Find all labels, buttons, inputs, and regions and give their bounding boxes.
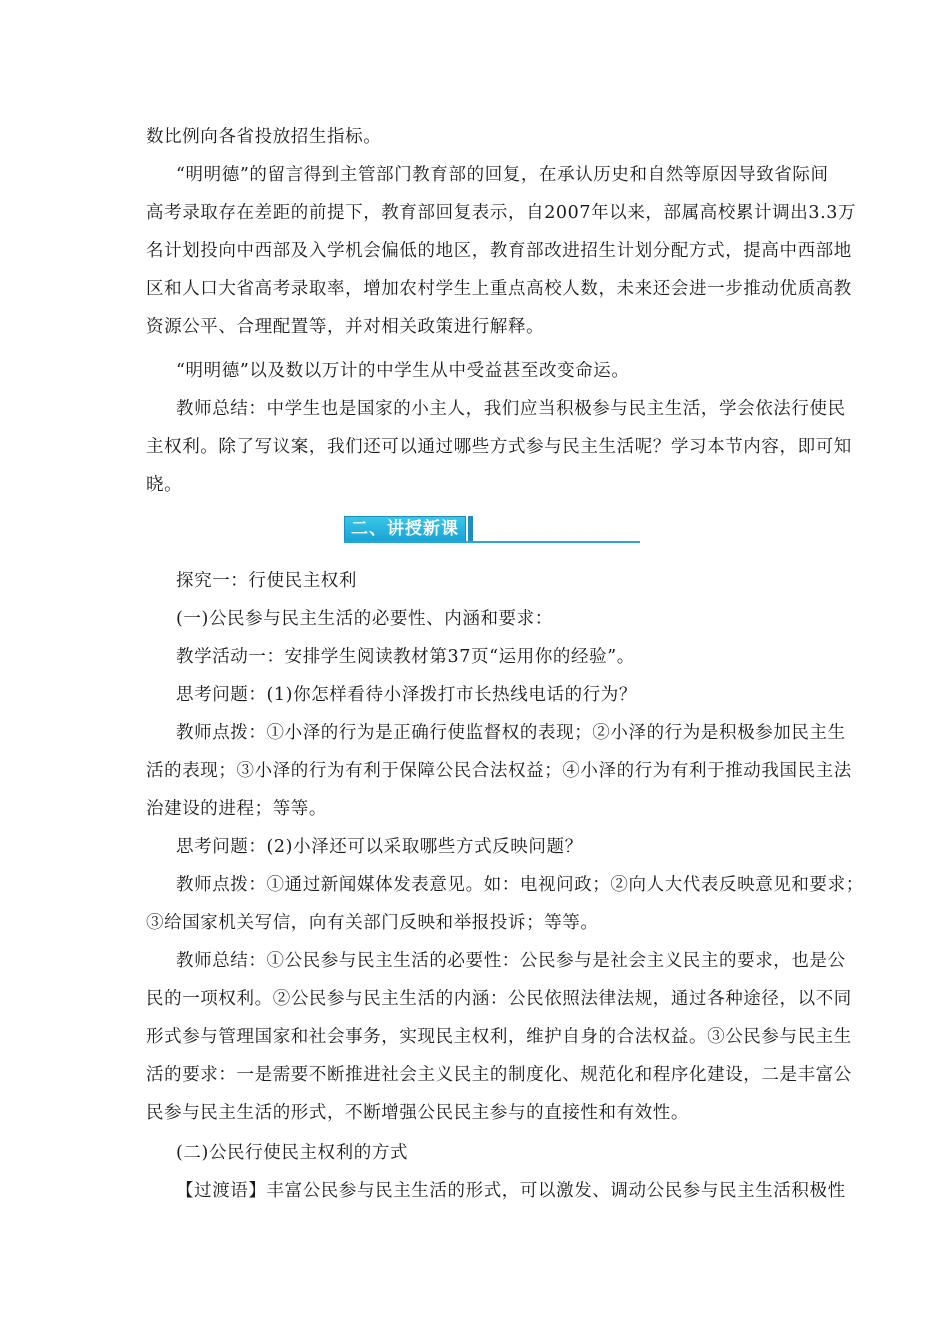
paragraph-line: 主权利。除了写议案，我们还可以通过哪些方式参与民主生活呢？学习本节内容，即可知 (146, 437, 852, 457)
paragraph-line: 思考问题：(1)你怎样看待小泽拨打市长热线电话的行为？ (176, 685, 637, 705)
paragraph-line: 活的要求：一是需要不断推进社会主义民主的制度化、规范化和程序化建设，二是丰富公 (146, 1065, 852, 1085)
banner-accent-bar (468, 516, 473, 542)
paragraph-line: 教师点拨：①通过新闻媒体发表意见。如：电视问政；②向人大代表反映意见和要求； (176, 875, 864, 895)
paragraph-line: 教师总结：中学生也是国家的小主人，我们应当积极参与民主生活，学会依法行使民 (176, 399, 846, 419)
paragraph-line: 名计划投向中西部及入学机会偏低的地区，教育部改进招生计划分配方式，提高中西部地 (146, 241, 852, 261)
paragraph-line: 区和人口大省高考录取率，增加农村学生上重点高校人数，未来还会进一步推动优质高教 (146, 279, 852, 299)
paragraph-line: “明明德”的留言得到主管部门教育部的回复，在承认历史和自然等原因导致省际间 (176, 165, 829, 185)
paragraph-line: 探究一：行使民主权利 (176, 571, 357, 591)
paragraph-line: 思考问题：(2)小泽还可以采取哪些方式反映问题？ (176, 837, 583, 857)
paragraph-line: (二)公民行使民主权利的方式 (176, 1143, 409, 1163)
paragraph-line: 高考录取存在差距的前提下，教育部回复表示，自2007年以来，部属高校累计调出3.3万 (146, 203, 857, 223)
paragraph-line: 民的一项权利。②公民参与民主生活的内涵：公民依照法律法规，通过各种途径，以不同 (146, 989, 852, 1009)
banner-box (344, 516, 466, 542)
paragraph-line: 治建设的进程；等等。 (146, 799, 327, 819)
paragraph-line: 数比例向各省投放招生指标。 (146, 127, 382, 147)
paragraph-line: (一)公民参与民主生活的必要性、内涵和要求： (176, 609, 553, 629)
paragraph-line: 资源公平、合理配置等，并对相关政策进行解释。 (146, 317, 545, 337)
paragraph-line: 晓。 (146, 475, 183, 495)
section-heading-banner (344, 516, 640, 544)
paragraph-line: 民参与民主生活的形式，不断增强公民民主参与的直接性和有效性。 (146, 1103, 689, 1123)
paragraph-line: “明明德”以及数以万计的中学生从中受益甚至改变命运。 (176, 361, 630, 381)
section-heading-text: 二、讲授新课 (351, 519, 459, 539)
paragraph-line: 教师点拨：①小泽的行为是正确行使监督权的表现；②小泽的行为是积极参加民主生 (176, 723, 846, 743)
paragraph-line: 活的表现；③小泽的行为有利于保障公民合法权益；④小泽的行为有利于推动我国民主法 (146, 761, 852, 781)
paragraph-line: 形式参与管理国家和社会事务，实现民主权利，维护自身的合法权益。③公民参与民主生 (146, 1027, 852, 1047)
paragraph-line: 【过渡语】丰富公民参与民主生活的形式，可以激发、调动公民参与民主生活积极性 (176, 1181, 846, 1201)
banner-underline (344, 541, 640, 543)
paragraph-line: ③给国家机关写信，向有关部门反映和举报投诉；等等。 (146, 913, 599, 933)
paragraph-line: 教学活动一：安排学生阅读教材第37页“运用你的经验”。 (176, 647, 635, 667)
paragraph-line: 教师总结：①公民参与民主生活的必要性：公民参与是社会主义民主的要求，也是公 (176, 951, 846, 971)
